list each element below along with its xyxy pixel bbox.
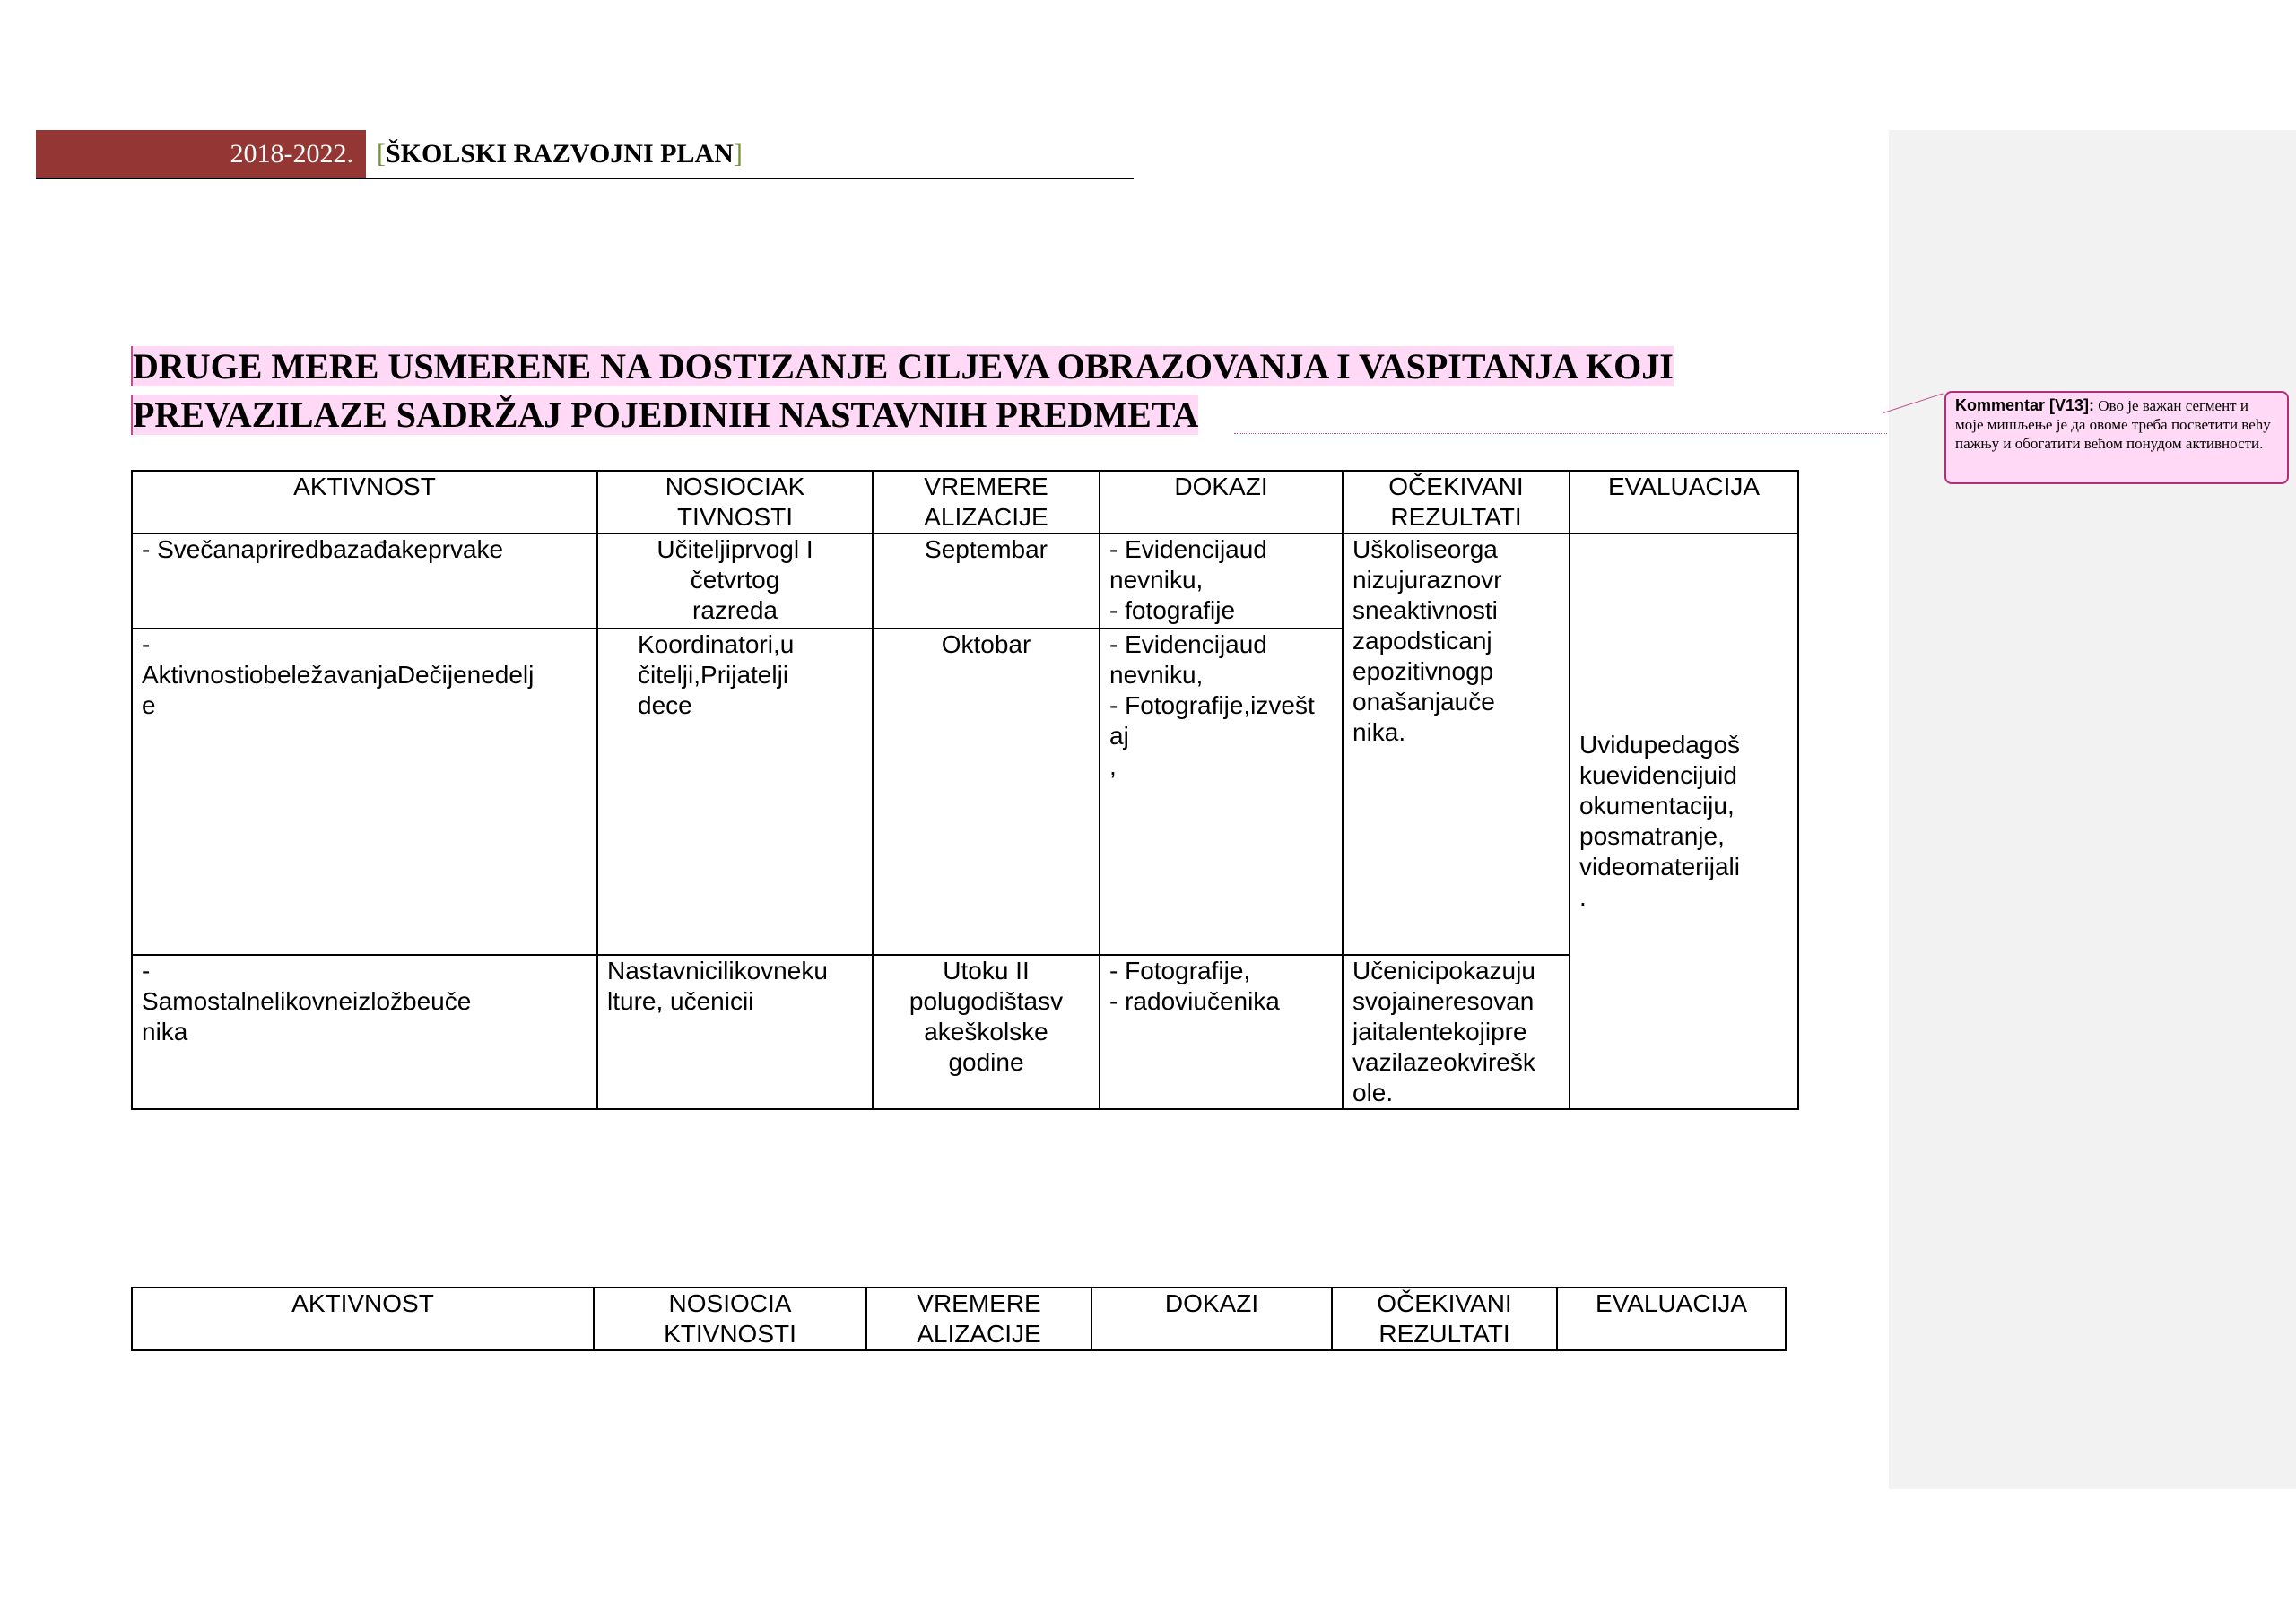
section-heading-line-2: PREVAZILAZE SADRŽAJ POJEDINIH NASTAVNIH PREDMETA: [133, 395, 1199, 435]
cell-nosioci: Učiteljiprvogl I četvrtog razreda: [597, 533, 873, 629]
header-title: [377, 130, 743, 178]
header-year-band: [36, 130, 366, 178]
cell-dokazi: - Evidencijaud nevniku, - fotografije: [1100, 533, 1343, 629]
header-dokazi: DOKAZI: [1091, 1288, 1332, 1350]
section-heading: [131, 343, 1745, 439]
header-dokazi: DOKAZI: [1100, 471, 1343, 533]
header-aktivnost: AKTIVNOST: [132, 471, 597, 533]
comment-anchor-line: [1234, 433, 1887, 435]
cell-evaluacija: Uvidupedagoš kuevidencijuid okumentaciju, posmatranje, videomaterijali .: [1570, 533, 1798, 1109]
header-title-text: ŠKOLSKI RAZVOJNI PLAN: [386, 139, 734, 169]
cell-dokazi: - Evidencijaud nevniku, - Fotografije,izvešt aj ,: [1100, 629, 1343, 955]
activities-table-continued: [131, 1287, 1787, 1351]
cell-aktivnost: - Svečanapriredbazađakeprvake: [132, 533, 597, 629]
header-nosioci: NOSIOCIA KTIVNOSTI: [594, 1288, 866, 1350]
activities-table: [131, 470, 1799, 1110]
cell-vreme: Oktobar: [873, 629, 1100, 955]
cell-vreme: Septembar: [873, 533, 1100, 629]
header-nosioci: NOSIOCIAK TIVNOSTI: [597, 471, 873, 533]
cell-aktivnost: - AktivnostiobeležavanjaDečijenedelj e: [132, 629, 597, 955]
header-bracket-close: ]: [733, 139, 743, 169]
comment-text: Ово је важан сегмент и моје мишљење је да овоме треба посветити већу пажњу и обогатити већом понудом активности.: [1955, 397, 2271, 452]
header-rezultati: OČEKIVANI REZULTATI: [1332, 1288, 1557, 1350]
cell-nosioci: Koordinatori,u čitelji,Prijatelji dece: [597, 629, 873, 955]
comment-label: Kommentar [V13]:: [1955, 396, 2095, 414]
header-rezultati: OČEKIVANI REZULTATI: [1343, 471, 1570, 533]
header-year: 2018-2022.: [230, 139, 353, 169]
header-vreme: VREMERE ALIZACIJE: [873, 471, 1100, 533]
cell-vreme: Utoku II polugodištasv akeškolske godine: [873, 955, 1100, 1109]
table-row: [132, 955, 1798, 1109]
table-header-row: [132, 471, 1798, 533]
cell-rezultati: Uškoliseorga nizujuraznovr sneaktivnosti zapodsticanj epozitivnogp onašanjauče nika.: [1343, 533, 1570, 955]
comment-margin-pane: [1889, 130, 2296, 1489]
cell-dokazi: - Fotografije, - radoviučenika: [1100, 955, 1343, 1109]
header-rule: [36, 178, 1134, 179]
table-row: [132, 533, 1798, 629]
cell-aktivnost: - Samostalnelikovneizložbeuče nika: [132, 955, 597, 1109]
cell-nosioci: Nastavnicilikovneku lture, učenicii: [597, 955, 873, 1109]
header-evaluacija: EVALUACIJA: [1557, 1288, 1786, 1350]
header-vreme: VREMERE ALIZACIJE: [866, 1288, 1091, 1350]
table-header-row: [132, 1288, 1786, 1350]
comment-balloon[interactable]: [1944, 391, 2289, 484]
header-aktivnost: AKTIVNOST: [132, 1288, 594, 1350]
section-heading-line-1: DRUGE MERE USMERENE NA DOSTIZANJE CILJEVA OBRAZOVANJA I VASPITANJA KOJI: [133, 346, 1674, 386]
cell-rezultati: Učenicipokazuju svojaineresovan jaitalentekojipre vazilazeokvirešk ole.: [1343, 955, 1570, 1109]
header-bracket-open: [: [377, 139, 386, 169]
header-evaluacija: EVALUACIJA: [1570, 471, 1798, 533]
